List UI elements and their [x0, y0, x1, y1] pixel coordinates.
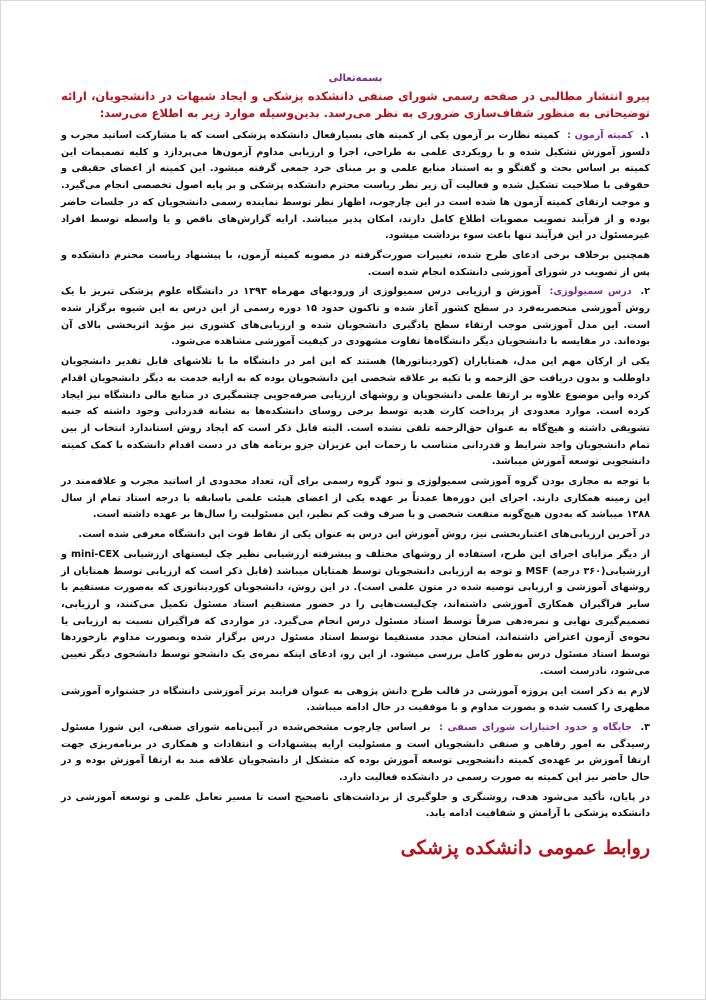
section-1-paragraph-1	[61, 128, 650, 245]
signature: روابط عمومی دانشکده پزشکی	[400, 837, 650, 860]
section-3-title: جایگاه و حدود اختیارات شورای صنفی :	[439, 721, 632, 733]
section-2-paragraph-6: لازم به ذکر است این پروژه آموزشی در قالب طرح دانش پژوهی به عنوان فرایند برتر آموزشی دانشگاه در جشنواره آموزشی مطهری را کسب شده و بصورت مداوم و با موفقیت در حال ادامه میباشد.	[61, 685, 650, 714]
document-heading: پیرو انتشار مطالبی در صفحه رسمی شورای صنفی دانشکده پزشکی و ایجاد شبهات در دانشجویان، ارائه توضیحاتی به منظور شفاف‌سازی ضروری به نظر می‌رسد. بدین‌وسیله موارد زیر به اطلاع می‌رسد:	[61, 89, 650, 120]
basmala: بسمه‌تعالی	[328, 73, 383, 84]
section-3-paragraph-1	[61, 720, 650, 787]
document-body	[61, 73, 650, 979]
section-1-paragraph-2: همچنین برخلاف برخی ادعای طرح شده، تغییرات صورت‌گرفته در مصوبه کمیته آزمون، با پیشنهاد ریاست محترم دانشکده و پس از تصویب در شورای آموزشی دانشکده انجام شده است.	[61, 249, 650, 278]
section-2-text-1: آموزش و ارزیابی درس سمیولوژی از ورودیهای مهرماه ۱۳۹۳ در دانشگاه علوم پزشکی تبریز با یک روش آموزشی منحصربه‌فرد در سطح کشور آغاز شده و تاکنون حدود ۱۵ دوره رسمی از این درس به این شیوه برگزار شده است. این مدل آموزشی موجب ارتقاء سطح یادگیری دانشجویان شده و ارزیابی‌های کشوری نیز مؤید اثربخشی بالای آن بوده‌اند. در مقایسه با دانشجویان دیگر دانشگاه‌ها تفاوت مشهودی در کیفیت آموزشی مشاهده می‌شود.	[61, 286, 650, 348]
section-2-title: درس سمیولوژی:	[549, 286, 632, 298]
section-1-title: کمیته آزمون :	[567, 130, 633, 141]
section-1-number: ۱.	[640, 130, 651, 141]
section-2-paragraph-2: یکی از ارکان مهم این مدل، همتایاران (کوردیناتورها) هستند که این امر در دانشگاه ما با تلاشهای قابل تقدیر دانشجویان داوطلب و بدون دریافت حق الزحمه و با تکیه بر علاقه شخصی این دانشجویان بوده که به ارایه خدمت به دیگر دانشجویان اقدام کرده واین موضوع علاوه بر ارتقا علمی دانشجویان و روشهای ارزیابی صرفه‌جویی چشمگیری در منابع مالی دانشگاه نیز ایجاد کرده است. موارد معدودی از پرداخت کارت هدیه توسط برخی روسای دانشکده‌ها به نشانه قدردانی وجود داشته که جنبه تشویقی داشته و هیچ‌گاه به عنوان حق‌الزحمه تلقی نشده است. البته قابل ذکر است که ایجاد روش استاندارد انتخاب از بین تمام دانشجویان واجد شرایط و قدردانی متناسب با زحمات این عزیزان جزو برنامه های در دست اقدام دانشکده با کمک کمیته دانشجویی توسعه آموزش میباشد.	[61, 356, 650, 468]
section-2-number: ۲.	[640, 286, 651, 298]
section-3-number: ۳.	[640, 721, 650, 733]
section-2-paragraph-4: در آخرین ارزیابی‌های اعتباربخشی نیز، روش آموزش این درس به عنوان یکی از نقاط قوت این دانشگاه معرفی شده است.	[78, 529, 650, 541]
section-2-paragraph-1	[61, 284, 650, 351]
section-3-paragraph-2: در پایان، تأکید می‌شود هدف، روشنگری و جلوگیری از برداشت‌های ناصحیح است تا مسیر تعامل علمی و توسعه آموزشی در دانشکده پزشکی با آرامش و شفافیت ادامه یابد.	[61, 791, 650, 820]
section-3-text-1: بر اساس چارچوب مشخص‌شده در آیین‌نامه شورای صنفی، این شورا مسئول رسیدگی به امور رفاهی و صنفی دانشجویان است و مسئولیت ارایه پیشنهادات و انتقادات و همکاری در برنامه‌ریزی جهت ارتقا آموزش بر عهده‌ی کمیته دانشجویی توسعه آموزش بوده که متشکل از دانشجویان علاقه مند به ارتقا آموزش بوده و در حال حاضر نیز این کمیته به صورت رسمی در دانشکده فعالیت دارد.	[61, 721, 650, 784]
section-2-paragraph-5: از دیگر مزایای اجرای این طرح، استفاده از روشهای مختلف و پیشرفته ارزشیابی نظیر چک لیستهای ارزشیابی mini-CEX و ارزشیابی(۳۶۰ درجه) MSF و توجه به ارزیابی دانشجویان توسط همتایان میباشد (قابل ذکر است که ارزیابی توسط همتایان از روشهای آموزشی و ارزیابی توصیه شده در متون علمی است). در این روش، دانشجویان کوردیناتوری که به‌صورت مستقیم با سایر فراگیران همکاری آموزشی داشته‌اند، چک‌لیست‌هایی را در حضور مستقیم استاد مسئول تکمیل می‌کنند، و ارزیابی، تصمیم‌گیری نهایی و نمره‌دهی صرفاً توسط استاد مسئول درس انجام می‌گیرد. در مواردی که فراگیران نسبت به ارزیابی یا نحوه‌ی آزمون اعتراض داشته‌اند، امتحان مجدد مستقیما توسط استاد مسئول درس برگزار شده وبصورت مداوم بازخوردها توسط استاد مسئول درس به‌طور کامل بررسی میشود. از این رو، ادعای اینکه نمره‌ی یک دانشجو توسط دانشجوی دیگر تعیین می‌شود، نادرست است.	[61, 548, 650, 677]
section-1-text-1: کمیته نظارت بر آزمون یکی از کمیته های بسیارفعال دانشکده پزشکی است که با مشارکت اساتید مجرب و دلسوز آموزش تشکیل شده و با رویکردی علمی به طراحی، اجرا و ارزیابی مداوم آزمون‌ها می‌پردازد و کلیه تصمیمات این کمیته بر اساس بحث و گفتگو و به استناد منابع علمی و بر مبنای خرد جمعی گرفته میشود. این کمیته از اعضای حقیقی و حقوقی با صلاحیت تشکیل شده و فعالیت آن زیر نظر ریاست محترم دانشکده پزشکی و بر پایه اصول تخصصی انجام می‌گیرد. و موجب ارتقای کمیته آزمون ها شده است در این چارچوب، اظهار نظر توسط نماینده رسمی دانشجویان که در جلسات حاضر بوده و از فرآیند تصویب مصوبات اطلاع کامل دارند، امکان پذیر میباشد. ارایه گزارش‌های ناقص و یا واسطه توسط افراد غیرمسئول در این فرآیند تنها باعث سوء برداشت میشود.	[61, 130, 650, 242]
section-2-paragraph-3: با توجه به مجازی بودن گروه آموزشی سمیولوژی و نبود گروه رسمی برای آن، تعداد محدودی از اساتید مجرب و علاقه‌مند در این زمینه همکاری دارند. اجرای این دوره‌ها عمدتاً بر عهده یکی از اعضای هیئت علمی باسابقه با درجه استاد تمام از سال ۱۳۸۸ میباشد که به‌دون هیچ‌گونه منفعت شخصی و با صرف وقت کم نظیر، این مسئولیت را سال‌ها بر عهده داشته است.	[61, 476, 650, 521]
